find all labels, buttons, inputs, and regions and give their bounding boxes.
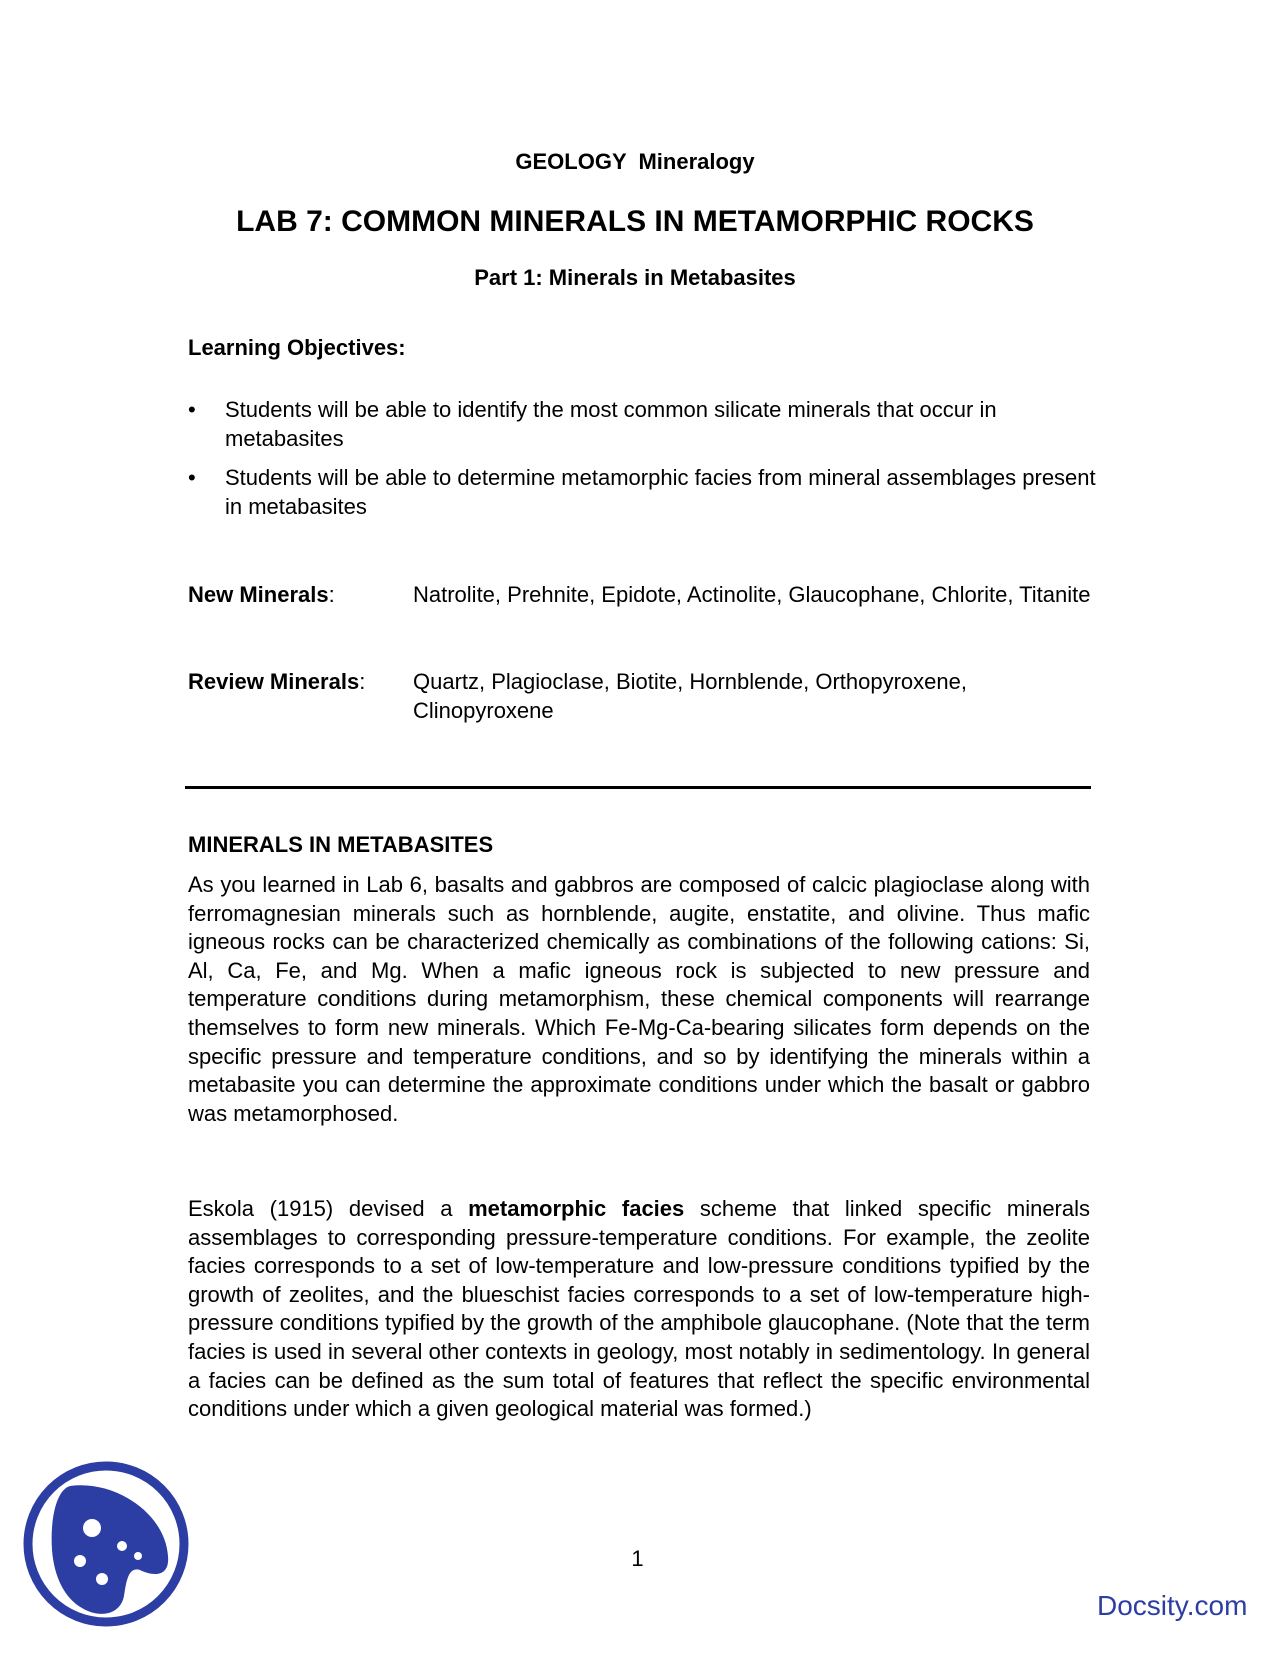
review-minerals-label: Review Minerals <box>188 669 360 694</box>
bullet-icon: • <box>188 465 196 490</box>
paragraph-metabasites: As you learned in Lab 6, basalts and gabbros are composed of calcic plagioclase along with ferromagnesian minerals such as hornblende, augite, enstatite, and olivine. Thus mafic igneous rocks can be characterized chemically as combinations of the following cations: Si, Al, Ca, Fe, and Mg. When a mafic igneous rock is subjected to new pressure and temperature conditions during metamorphism, these chemical components will rearrange themselves to form new minerals. Which Fe-Mg-Ca-bearing silicates form depends on the specific pressure and temperature conditions, and so by identifying the minerals within a metabasite you can determine the approximate conditions under which the basalt or gabbro was metamorphosed. <box>188 872 1090 1126</box>
review-minerals-value: Quartz, Plagioclase, Biotite, Hornblende, Orthopyroxene, Clinopyroxene <box>413 669 967 723</box>
docsity-brand-link[interactable]: Docsity.com <box>1097 1590 1248 1621</box>
new-minerals-colon: : <box>328 582 335 607</box>
course-header: GEOLOGY Mineralogy <box>515 149 755 174</box>
new-minerals-label: New Minerals <box>188 582 329 607</box>
objective-item <box>188 463 1108 521</box>
page-number: 1 <box>631 1546 644 1571</box>
bullet-icon: • <box>188 397 196 422</box>
objectives-heading: Learning Objectives: <box>188 335 406 360</box>
objective-item <box>188 395 1108 453</box>
new-minerals-value: Natrolite, Prehnite, Epidote, Actinolite, Glaucophane, Chlorite, Titanite <box>413 582 1091 607</box>
paragraph-facies: Eskola (1915) devised a metamorphic facies scheme that linked specific minerals assemblages to corresponding pressure-temperature conditions. For example, the zeolite facies corresponds to a set of low-temperature and low-pressure conditions typified by the growth of zeolites, and the blueschist facies corresponds to a set of low-temperature high-pressure conditions typified by the growth of the amphibole glaucophane. (Note that the term facies is used in several other contexts in geology, most notably in sedimentology. In general a facies can be defined as the sum total of features that reflect the specific environmental conditions under which a given geological material was formed.) <box>188 1196 1091 1422</box>
docsity-logo-icon[interactable] <box>20 1458 192 1630</box>
part-subtitle: Part 1: Minerals in Metabasites <box>474 265 796 290</box>
objective-text: Students will be able to determine metamorphic facies from mineral assemblages present in metabasites <box>225 465 1096 519</box>
review-minerals-colon: : <box>359 669 366 694</box>
section-divider <box>185 786 1091 789</box>
objectives-list <box>188 395 1108 531</box>
section-title: MINERALS IN METABASITES <box>188 832 494 857</box>
term-metamorphic-facies: metamorphic facies <box>468 1196 685 1221</box>
lab-title: LAB 7: COMMON MINERALS IN METAMORPHIC ROCKS <box>236 205 1034 238</box>
objective-text: Students will be able to identify the most common silicate minerals that occur in metabasites <box>225 397 997 451</box>
